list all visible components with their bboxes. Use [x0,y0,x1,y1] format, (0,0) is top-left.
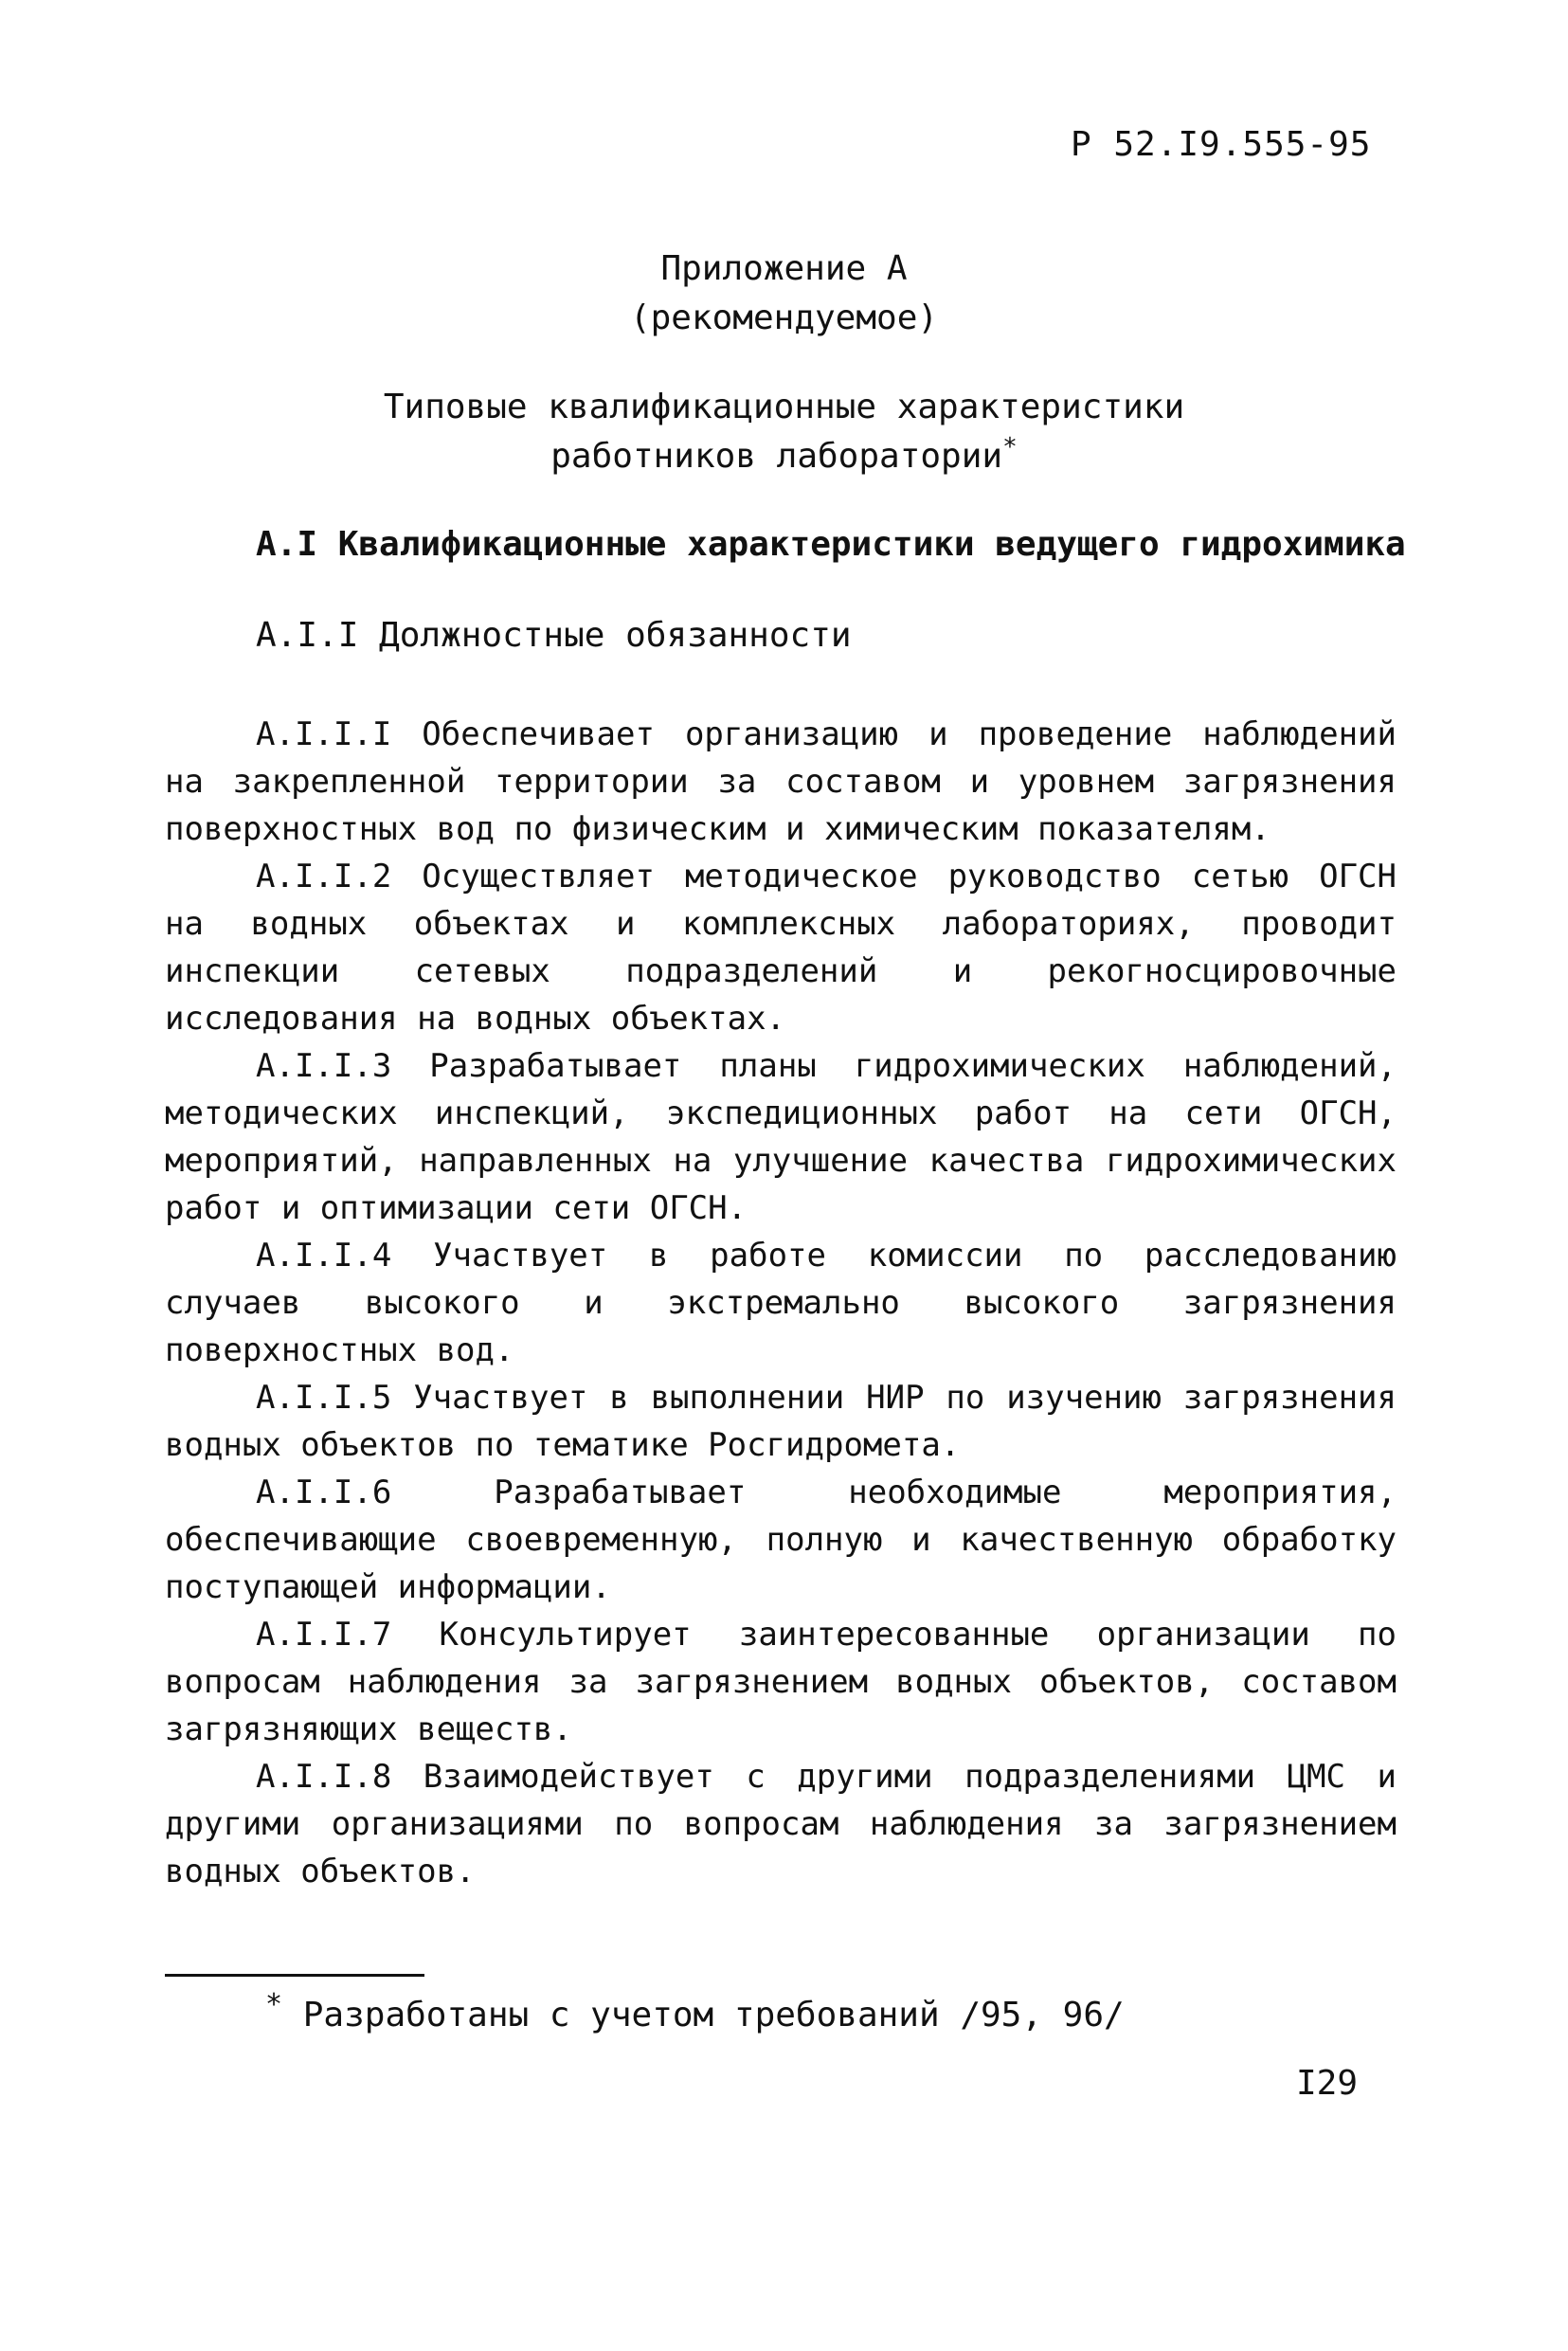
paragraph: А.I.I.4 Участвует в работе комиссии по расследованию случаев высокого и экстремально высокого загрязнения поверхностных вод. [165,1237,1397,1369]
paragraph: А.I.I.7 Консультирует заинтересованные организации по вопросам наблюдения за загрязнением водных объектов, составом загрязняющих веществ. [165,1616,1397,1748]
paragraph: А.I.I.6 Разрабатывает необходимые мероприятия, обеспечивающие своевременную, полную и качественную обработку поступающей информации. [165,1474,1397,1606]
paragraph: А.I.I.5 Участвует в выполнении НИР по изучению загрязнения водных объектов по тематике Росгидромета. [165,1379,1397,1464]
footnote-text: Разработаны с учетом требований /95, 96/ [302,1996,1125,2035]
title-line-1: Типовые квалификационные характеристики [383,388,1185,426]
footnote-mark: * [265,1988,283,2021]
title-footnote-mark: * [1002,433,1018,461]
appendix-label-block [0,244,1568,343]
title-line-2: работников лаборатории [550,437,1003,476]
paragraph: А.I.I.2 Осуществляет методическое руководство сетью ОГСН на водных объектах и комплексных лабораториях, проводит инспекции сетевых подразделений и рекогносцировочные исследования на водных объектах. [165,858,1397,1038]
footnote [265,1988,1125,2035]
title-line-2-wrapper [0,432,1568,481]
page-number: I29 [1296,2064,1359,2103]
paragraph: А.I.I.I Обеспечивает организацию и проведение наблюдений на закрепленной территории за составом и уровнем загрязнения поверхностных вод по физическим и химическим показателям. [165,715,1397,848]
paragraph: А.I.I.3 Разрабатывает планы гидрохимических наблюдений, методических инспекций, экспедиционных работ на сети ОГСН, мероприятий, направленных на улучшение качества гидрохимических работ и оптимизации сети ОГСН. [165,1047,1397,1227]
appendix-status: (рекомендуемое) [629,298,939,337]
document-number: Р 52.I9.555-95 [1071,125,1372,164]
section-heading: А.I Квалификационные характеристики ведущего гидрохимика [256,525,1406,564]
subsection-heading: А.I.I Должностные обязанности [256,616,852,655]
appendix-label: Приложение А [660,249,908,288]
body-text [165,711,1397,1895]
paragraph: А.I.I.8 Взаимодействует с другими подразделениями ЦМС и другими организациями по вопросам наблюдения за загрязнением водных объектов. [165,1758,1397,1890]
appendix-title [0,383,1568,481]
footnote-divider [165,1974,424,1977]
